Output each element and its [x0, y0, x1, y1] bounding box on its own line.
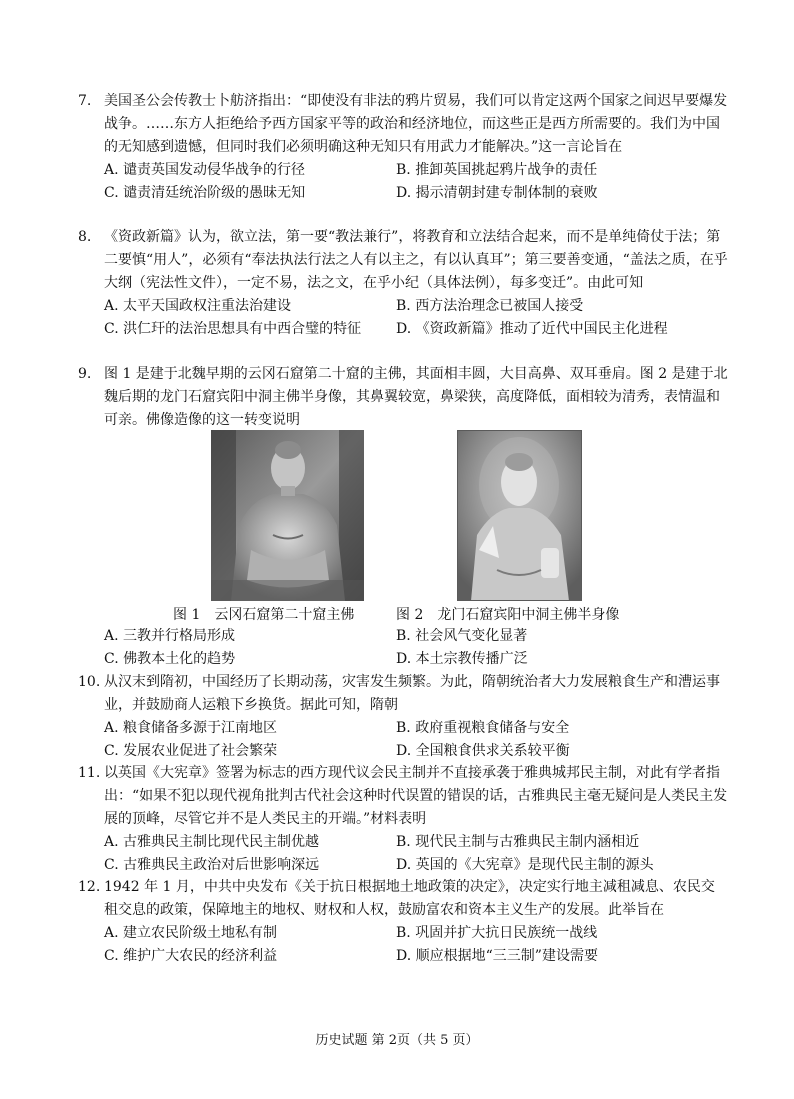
- figure-1-yungang-buddha: [211, 430, 364, 601]
- figure-1-caption: 图 1 云冈石窟第二十窟主佛: [173, 607, 355, 623]
- question-9: [78, 363, 728, 432]
- figure-2-caption: 图 2 龙门石窟宾阳中洞主佛半身像: [396, 607, 620, 623]
- question-stem: 图 1 是建于北魏早期的云冈石窟第二十窟的主佛，其面相丰圆，大目高鼻、双耳垂肩。图 2 是建于北魏后期的龙门石窟宾阳中洞主佛半身像，其鼻翼较宽，鼻梁狭，高度降低，面相较为清秀，表情温和可亲。佛像造像的这一转变说明: [104, 366, 728, 428]
- question-12: [78, 876, 728, 968]
- yungang-buddha-image: [211, 430, 364, 601]
- option-a: A. 古雅典民主制比现代民主制优越: [104, 834, 320, 850]
- longmen-buddha-image: [457, 430, 582, 601]
- question-10: [78, 671, 728, 763]
- figure-2-longmen-buddha: [457, 430, 582, 601]
- option-d: D. 顺应根据地“三三制”建设需要: [396, 948, 598, 964]
- option-b: B. 巩固并扩大抗日民族统一战线: [396, 925, 598, 941]
- question-number: 7.: [78, 93, 92, 109]
- option-b: B. 推卸英国挑起鸦片战争的责任: [396, 162, 598, 178]
- options: [104, 831, 728, 877]
- question-7: [78, 90, 728, 205]
- options: [104, 295, 728, 341]
- option-c: C. 谴责清廷统治阶级的愚昧无知: [104, 185, 306, 201]
- question-stem: 以英国《大宪章》签署为标志的西方现代议会民主制并不直接承袭于雅典城邦民主制，对此有学者指出：“如果不犯以现代视角批判古代社会这种时代误置的错误的话，古雅典民主毫无疑问是人类民主发展的顶峰，尽管它并不是人类民主的开端。”材料表明: [104, 765, 728, 827]
- option-a: A. 粮食储备多源于江南地区: [104, 720, 278, 736]
- question-stem: 1942 年 1 月，中共中央发布《关于抗日根据地土地政策的决定》，决定实行地主减租减息、农民交租交息的政策，保障地主的地权、财权和人权，鼓励富农和资本主义生产的发展。此举旨在: [104, 879, 715, 918]
- option-a: A. 建立农民阶级土地私有制: [104, 925, 278, 941]
- option-c: C. 维护广大农民的经济利益: [104, 948, 278, 964]
- question-stem: 美国圣公会传教士卜舫济指出：“即使没有非法的鸦片贸易，我们可以肯定这两个国家之间迟早要爆发战争。……东方人拒绝给予西方国家平等的政治和经济地位，而这些正是西方所需要的。我们为中国的无知感到遗憾，但同时我们必须明确这种无知只有用武力才能解决。”这一言论旨在: [104, 93, 728, 155]
- question-number: 10.: [78, 674, 101, 690]
- option-a: A. 三教并行格局形成: [104, 628, 236, 644]
- option-c: C. 发展农业促进了社会繁荣: [104, 743, 278, 759]
- question-11: [78, 762, 728, 877]
- option-c: C. 古雅典民主政治对后世影响深远: [104, 857, 320, 873]
- option-b: B. 社会风气变化显著: [396, 628, 528, 644]
- option-d: D. 全国粮食供求关系较平衡: [396, 743, 570, 759]
- options: [104, 159, 728, 205]
- option-d: D. 本土宗教传播广泛: [396, 651, 528, 667]
- question-number: 8.: [78, 229, 92, 245]
- question-number: 12.: [78, 879, 101, 895]
- question-stem: 从汉末到隋初，中国经历了长期动荡，灾害发生频繁。为此，隋朝统治者大力发展粮食生产和漕运事业，并鼓励商人运粮下乡换货。据此可知，隋朝: [104, 674, 720, 713]
- option-b: B. 现代民主制与古雅典民主制内涵相近: [396, 834, 640, 850]
- options: [104, 717, 728, 763]
- option-d: D. 《资政新篇》推动了近代中国民主化进程: [396, 321, 668, 337]
- option-c: C. 洪仁玕的法治思想具有中西合璧的特征: [104, 321, 362, 337]
- option-d: D. 揭示清朝封建专制体制的衰败: [396, 185, 598, 201]
- option-c: C. 佛教本土化的趋势: [104, 651, 236, 667]
- question-number: 11.: [78, 765, 101, 781]
- options: [104, 625, 728, 671]
- question-8: [78, 226, 728, 341]
- question-stem: 《资政新篇》认为，欲立法，第一要“教法兼行”，将教育和立法结合起来，而不是单纯倚仗于法；第二要慎“用人”，必须有“奉法执法行法之人有以主之，有以认真耳”；第三要善变通，“盖法之质，在乎大纲（宪法性文件），一定不易，法之文，在乎小纪（具体法例），每多变迁”。由此可知: [104, 229, 728, 291]
- option-a: A. 太平天国政权注重法治建设: [104, 298, 292, 314]
- option-d: D. 英国的《大宪章》是现代民主制的源头: [396, 857, 654, 873]
- page-footer: 历史试题 第 2页（共 5 页）: [315, 1033, 479, 1048]
- options: [104, 922, 728, 968]
- option-b: B. 西方法治理念已被国人接受: [396, 298, 584, 314]
- question-number: 9.: [78, 366, 92, 382]
- option-b: B. 政府重视粮食储备与安全: [396, 720, 570, 736]
- option-a: A. 谴责英国发动侵华战争的行径: [104, 162, 306, 178]
- question-9-options: [78, 625, 728, 671]
